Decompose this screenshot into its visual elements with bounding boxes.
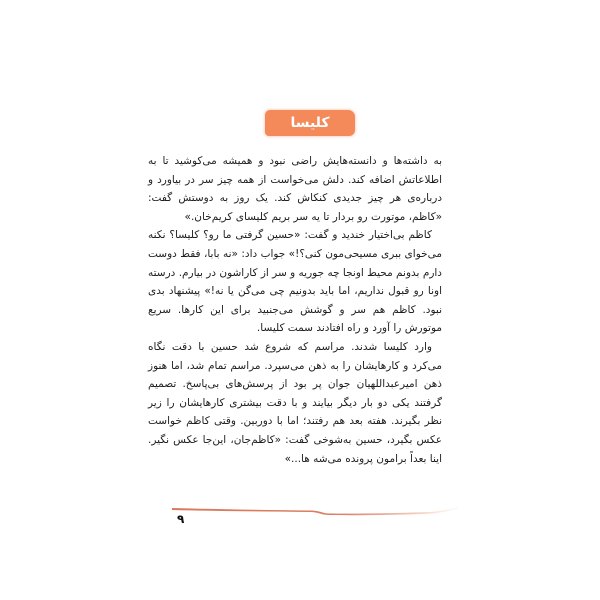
paragraph-1: به داشته‌ها و دانسته‌هایش راضی نبود و همیشه می‌کوشید تا به اطلاعاتش اضافه کند. دلش می‌خواست از همه چیز سر در بیاورد و درباره‌ی هر چیز جدیدی کنکاش کند. یک روز به دوستش گفت: «کاظم، موتورت رو بردار تا یه سر بریم کلیسای کریم‌خان.» — [148, 155, 442, 223]
paragraph-2: کاظم بی‌اختیار خندید و گفت: «حسین گرفتی ما رو؟ کلیسا؟ نکنه می‌خوای ببری مسیحی‌مون کنی؟!» جواب داد: «نه بابا، فقط دوست دارم بدونم محیط اونجا چه جوریه و سر از کاراشون در بیارم. درسته اونا رو قبول نداریم، اما باید بدونیم چی می‌گن یا نه!» پیشنهاد بدی نبود. کاظم هم سر و گوشش می‌جنبید برای این کارها. سریع موتورش را آورد و راه افتادند سمت کلیسا. — [148, 229, 442, 335]
brush-stroke-divider — [170, 503, 460, 517]
chapter-title-badge — [265, 110, 355, 136]
page-number: ۹ — [177, 512, 185, 526]
paragraph-3: وارد کلیسا شدند. مراسم که شروع شد حسین با دقت نگاه می‌کرد و کارهایشان را به ذهن می‌سپرد. مراسم تمام شد، اما هنوز ذهن امیرعبداللهیان جوان پر بود از پرسش‌های بی‌پاسخ. تصمیم گرفتند یکی دو بار دیگر بیایند و با دقت بیشتری کارهایشان را زیر نظر بگیرند. هفته بعد هم رفتند؛ اما با دوربین. وقتی کاظم خواست عکس بگیرد، حسین به‌شوخی گفت: «کاظم‌جان، این‌جا عکس نگیر. اینا بعداً برامون پرونده می‌شه ها...» — [148, 340, 442, 465]
chapter-body — [148, 152, 442, 468]
chapter-title: کلیسا — [290, 115, 330, 131]
